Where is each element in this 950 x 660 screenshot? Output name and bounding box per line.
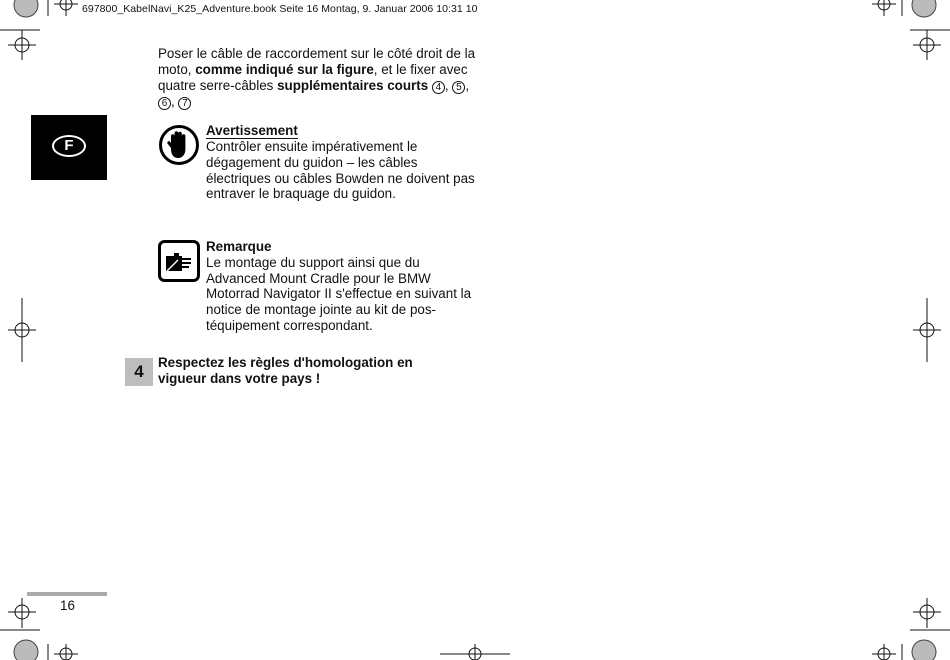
- ref-number: 4: [432, 81, 445, 94]
- registration-mark-icon: [54, 644, 78, 660]
- step-text: Respectez les règles d'homologation en vigueur dans votre pays !: [158, 355, 413, 386]
- ref-number: 7: [178, 97, 191, 110]
- warning-text: Contrôler ensuite impérativement le dégagement du guidon – les câbles électriques ou câbles Bowden ne doivent pas entraver le braquage du guidon.: [206, 139, 475, 202]
- ref-number: 6: [158, 97, 171, 110]
- intro-paragraph: [158, 46, 478, 110]
- registration-mark-icon: [8, 298, 36, 362]
- registration-mark-icon: [913, 30, 941, 60]
- print-header: 697800_KabelNavi_K25_Adventure.book Seite 16 Montag, 9. Januar 2006 10:31 10: [82, 3, 478, 15]
- intro-bold-1: comme indiqué sur la figure: [195, 61, 374, 77]
- intro-text-2: , et le fixer avec quatre serre-câbles: [158, 61, 468, 93]
- registration-mark-icon: [872, 0, 896, 16]
- intro-text-1: Poser le câble de raccordement sur le côté droit de la moto,: [158, 46, 476, 77]
- registration-mark-icon: [8, 30, 36, 60]
- registration-mark-icon: [910, 598, 950, 630]
- remark-block: [206, 239, 476, 334]
- registration-mark-icon: [54, 0, 78, 16]
- registration-mark-icon: [913, 298, 941, 362]
- language-tab: [31, 115, 107, 180]
- separator: ,: [171, 93, 179, 109]
- registration-mark-icon: [0, 598, 40, 630]
- language-letter: F: [52, 135, 86, 157]
- warning-title: Avertissement: [206, 123, 298, 138]
- warning-block: [206, 123, 476, 202]
- registration-mark-icon: [14, 640, 48, 660]
- separator: ,: [444, 77, 453, 93]
- registration-mark-icon: [902, 640, 936, 660]
- remark-title: Remarque: [206, 239, 272, 254]
- page-number: 16: [60, 598, 75, 613]
- registration-mark-icon: [440, 644, 510, 660]
- intro-bold-2: supplémentaires courts: [277, 77, 429, 93]
- registration-mark-icon: [872, 644, 896, 660]
- footer-rule: [27, 592, 107, 596]
- step-number-badge: 4: [125, 358, 153, 386]
- registration-mark-icon: [902, 0, 950, 30]
- separator: ,: [465, 77, 470, 93]
- note-pointer-icon: [158, 240, 200, 282]
- hand-stop-icon: [158, 124, 200, 166]
- registration-mark-icon: [0, 0, 48, 30]
- remark-text: Le montage du support ainsi que du Advanced Mount Cradle pour le BMW Motorrad Navigator II s'effectue en suivant la notice de montage jointe au kit de pos-téquipement correspondant.: [206, 254, 472, 333]
- ref-number: 5: [452, 81, 465, 94]
